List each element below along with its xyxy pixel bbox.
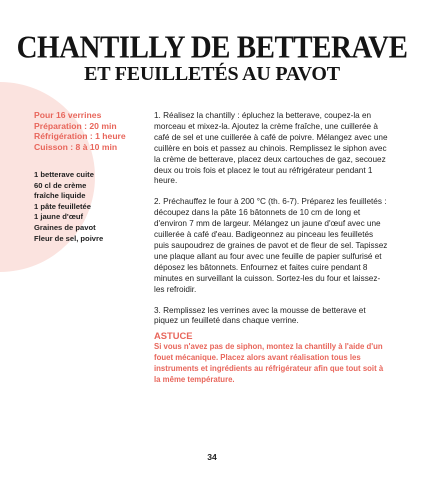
ingredient-item: Graines de pavot <box>34 222 96 232</box>
step-1: 1. Réalisez la chantilly : épluchez la betterave, coupez-la en morceau et mixez-la. Ajoutez la crème fraîche, une cuillerée à café de sel et une cuillerée à café de poivre. Mélangez avec une cuillère en bois et passez au chinois. Remplissez le siphon avec la crème de betterave, placez deux cartouches de gaz, secouez deux ou trois fois et placez le tout au réfrigérateur pendant 1 heure. <box>154 111 388 186</box>
recipe-steps <box>154 111 390 337</box>
tip-box <box>154 330 390 386</box>
ingredient-item: 1 betterave cuite <box>34 170 94 179</box>
ingredient-list <box>34 170 144 244</box>
cook-time: Cuisson : 8 à 10 min <box>34 141 118 152</box>
recipe-subtitle: ET FEUILLETÉS AU PAVOT <box>84 63 340 85</box>
step-3: 3. Remplissez les verrines avec la mousse de betterave et piquez un feuilleté dans chaque verrine. <box>154 305 366 326</box>
ingredient-item: fraîche liquide <box>34 191 86 201</box>
ingredient-item: 60 cl de crème <box>34 180 87 190</box>
page-number: 34 <box>207 452 217 462</box>
recipe-meta <box>34 110 154 152</box>
ingredient-item: 1 pâte feuilletée <box>34 201 91 211</box>
chill-time: Réfrigération : 1 heure <box>34 131 126 142</box>
recipe-title: CHANTILLY DE BETTERAVE <box>16 30 408 66</box>
ingredient-item: Fleur de sel, poivre <box>34 233 104 243</box>
ingredient-item: 1 jaune d'œuf <box>34 212 84 222</box>
step-2: 2. Préchauffez le four à 200 °C (th. 6-7). Préparez les feuilletés : découpez dans la pâte 16 bâtonnets de 10 cm de long et d'environ 7 mm de largeur. Mélangez un jaune d'œuf avec une cuillerée à café d'eau. Badigeonnez au pinceau les feuilletés puis saupoudrez de graines de pavot et de fleur de sel. Tapissez une plaque allant au four avec une feuille de papier sulfurisé et déposez les bâtonnets. Enfournez et faites cuire pendant 8 minutes en surveillant la cuisson. Sortez-les du four et laissez-les refroidir. <box>154 197 388 294</box>
tip-text: Si vous n'avez pas de siphon, montez la chantilly à l'aide d'un fouet mécanique. Placez alors avant réalisation tous les instruments et ingrédients au réfrigérateur afin que tout soit à la même température. <box>154 342 384 384</box>
servings: Pour 16 verrines <box>34 110 102 120</box>
tip-title: ASTUCE <box>154 330 193 341</box>
prep-time: Préparation : 20 min <box>34 120 117 131</box>
